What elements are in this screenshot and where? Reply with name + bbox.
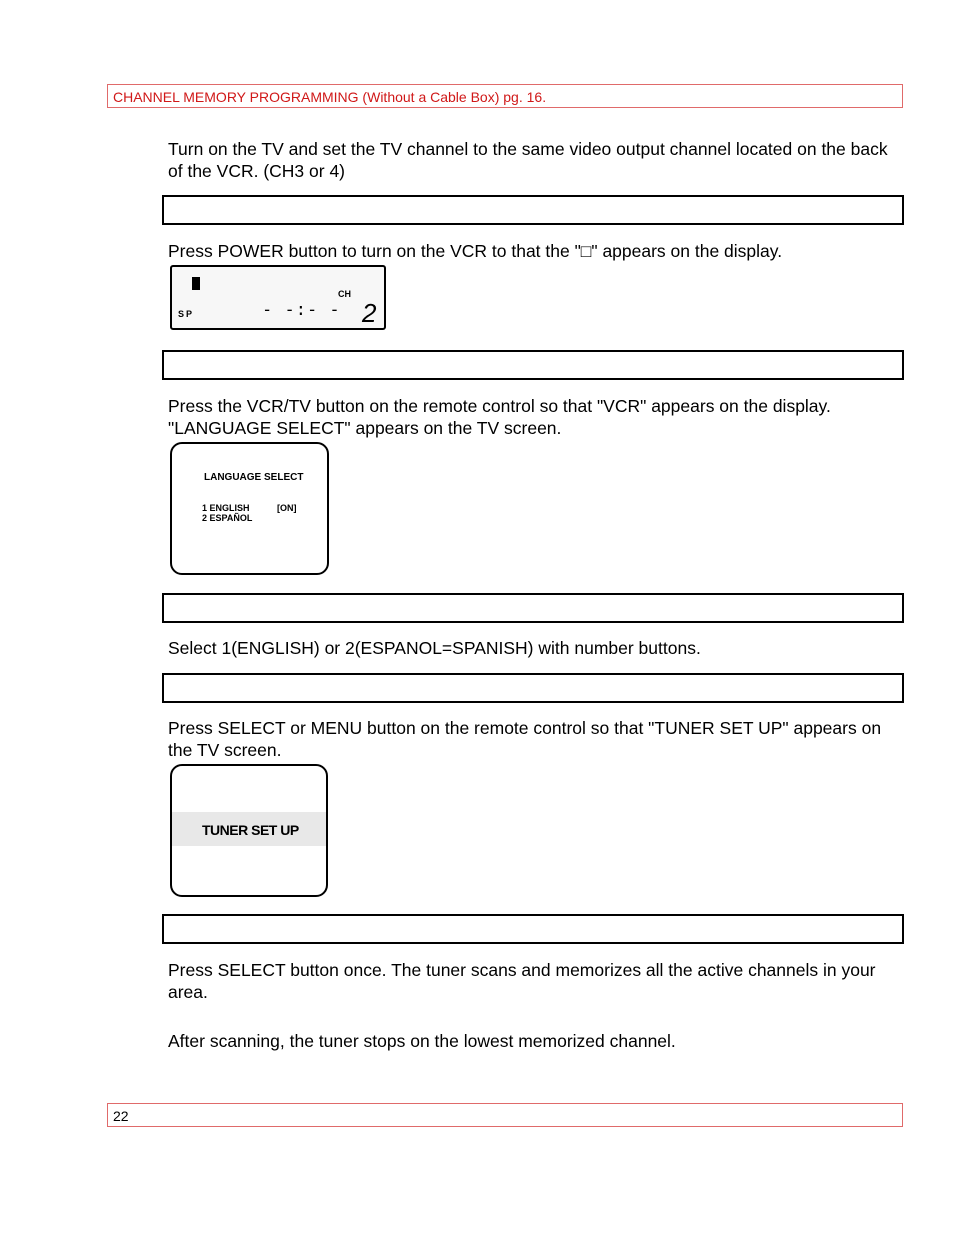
language-option-espanol: 2 ESPAÑOL	[202, 513, 253, 523]
page-number: 22	[113, 1108, 129, 1124]
language-select-screen-illustration	[170, 442, 329, 575]
step-divider-box	[162, 350, 904, 380]
header-title: CHANNEL MEMORY PROGRAMMING (Without a Cable Box) pg. 16.	[113, 89, 547, 105]
vcr-display-illustration	[170, 265, 386, 330]
step-4-text: Select 1(ENGLISH) or 2(ESPANOL=SPANISH) with number buttons.	[168, 638, 701, 658]
language-option-english: 1 ENGLISH	[202, 503, 250, 513]
language-on-status: [ON]	[277, 503, 297, 513]
tuner-setup-title: TUNER SET UP	[202, 822, 299, 838]
vcr-mode-label: SP	[178, 309, 195, 319]
vcr-time-readout: - -:- -	[262, 300, 341, 320]
step-divider-box	[162, 195, 904, 225]
tuner-setup-screen-illustration	[170, 764, 328, 897]
step-6-note: After scanning, the tuner stops on the lowest memorized channel.	[168, 1031, 676, 1051]
step-1-text: Turn on the TV and set the TV channel to the same video output channel located on the back of the VCR. (CH3 or 4)	[168, 139, 888, 181]
vcr-channel-number: 2	[362, 298, 377, 328]
power-indicator-icon	[192, 277, 200, 290]
step-divider-box	[162, 914, 904, 944]
step-3-text: Press the VCR/TV button on the remote control so that "VCR" appears on the display. "LANGUAGE SELECT" appears on the TV screen.	[168, 396, 831, 438]
step-5-text: Press SELECT or MENU button on the remote control so that "TUNER SET UP" appears on the TV screen.	[168, 718, 882, 760]
language-select-title: LANGUAGE SELECT	[204, 472, 304, 483]
page-footer	[107, 1103, 903, 1127]
vcr-ch-label: CH	[338, 289, 351, 299]
step-2-text: Press POWER button to turn on the VCR to that the "□" appears on the display.	[168, 241, 783, 261]
step-divider-box	[162, 593, 904, 623]
page-header	[107, 84, 903, 108]
step-divider-box	[162, 673, 904, 703]
step-6-text: Press SELECT button once. The tuner scans and memorizes all the active channels in your area.	[168, 960, 876, 1002]
